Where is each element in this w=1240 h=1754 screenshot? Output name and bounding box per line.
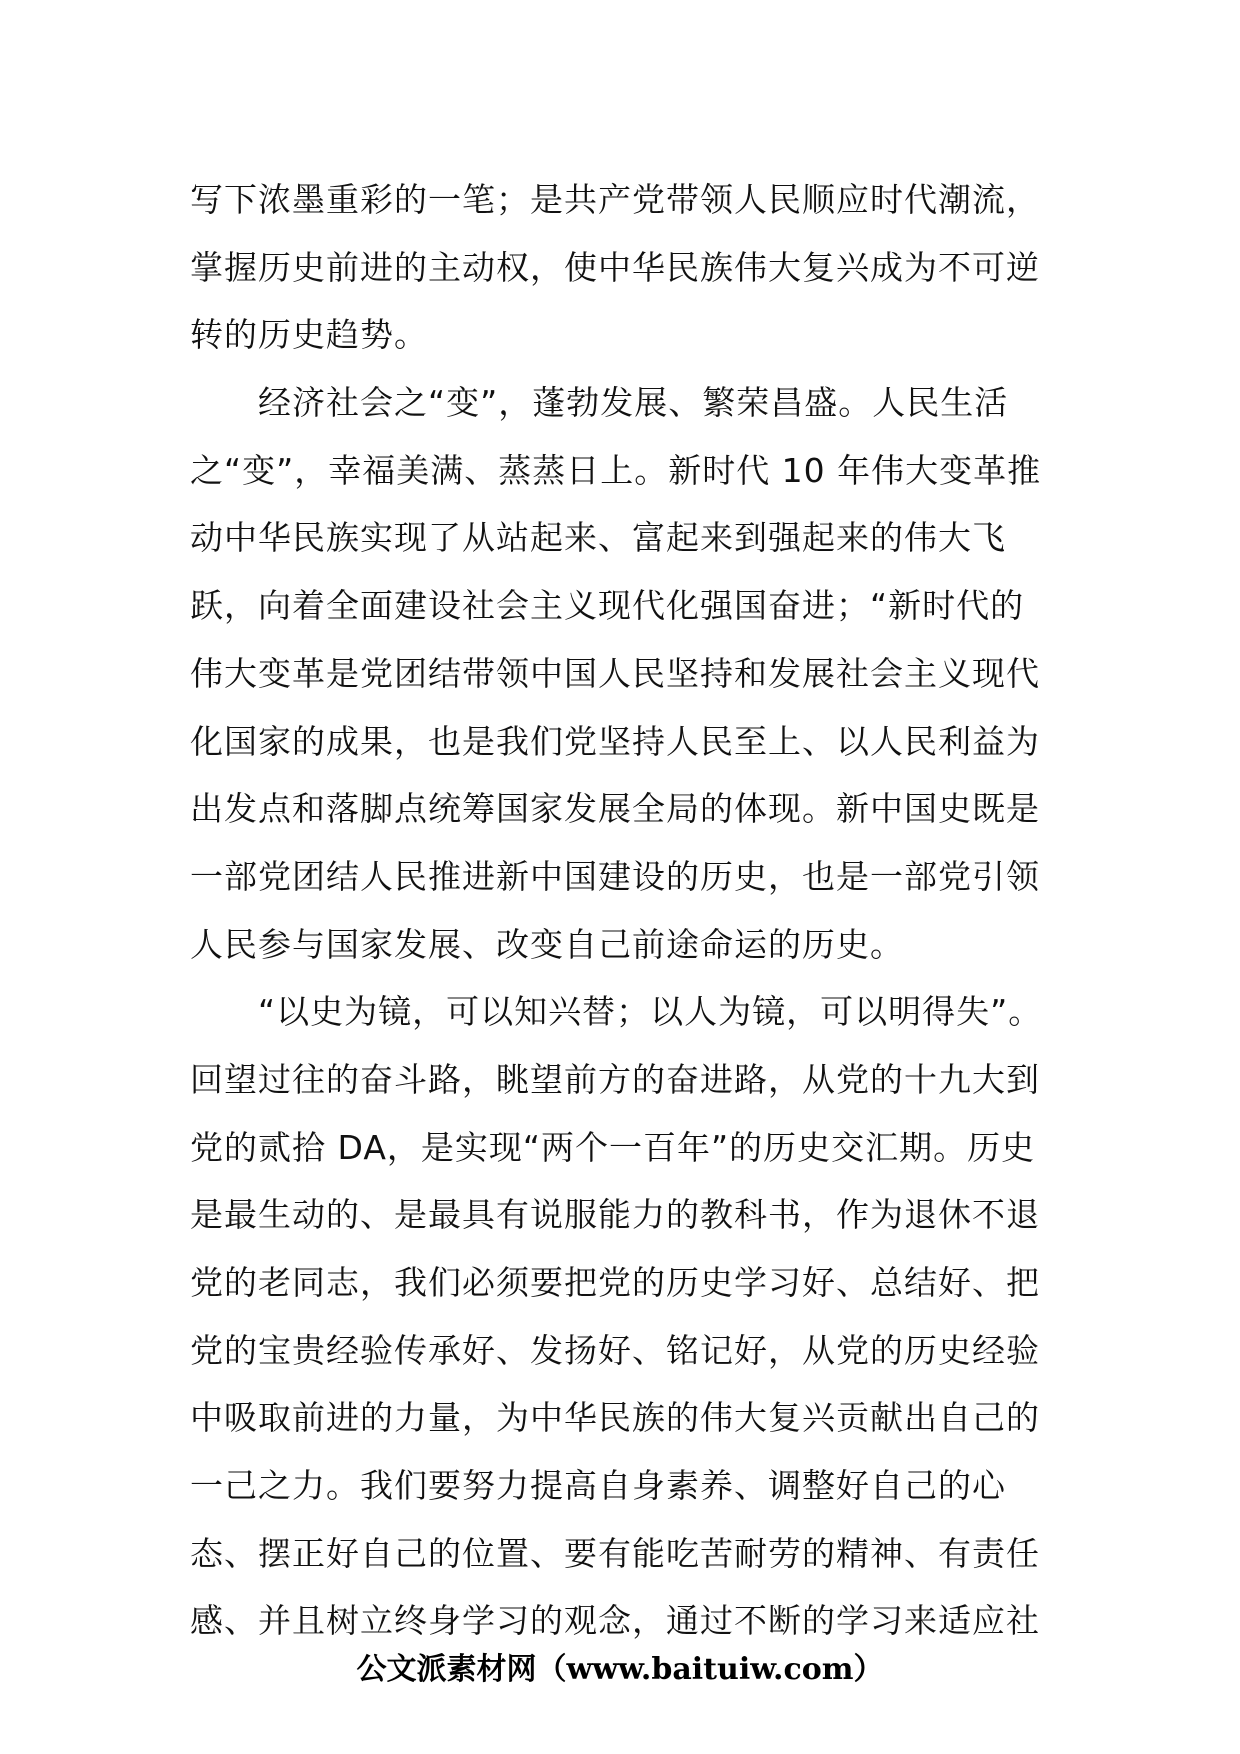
text-line: 伟大变革是党团结带领中国人民坚持和发展社会主义现代 [190, 653, 1040, 693]
text-line: 人民参与国家发展、改变自己前途命运的历史。 [190, 924, 904, 964]
text-line: 一己之力。我们要努力提高自身素养、调整好自己的心 [190, 1466, 1006, 1506]
text-line: 党的贰拾 DA，是实现“两个一百年”的历史交汇期。历史 [190, 1127, 1036, 1167]
text-line: 之“变”，幸福美满、蒸蒸日上。新时代 10 年伟大变革推 [190, 450, 1042, 490]
text-line: 跃，向着全面建设社会主义现代化强国奋进；“新时代的 [190, 586, 1025, 626]
document-body [190, 166, 1060, 1655]
text-line: “以史为镜，可以知兴替；以人为镜，可以明得失”。 [190, 992, 1043, 1032]
text-line: 回望过往的奋斗路，眺望前方的奋进路，从党的十九大到 [190, 1059, 1040, 1099]
text-line: 一部党团结人民推进新中国建设的历史，也是一部党引领 [190, 856, 1040, 896]
text-line: 感、并且树立终身学习的观念，通过不断的学习来适应社 [190, 1601, 1040, 1641]
text-line: 出发点和落脚点统筹国家发展全局的体现。新中国史既是 [190, 789, 1040, 829]
text-line: 写下浓墨重彩的一笔；是共产党带领人民顺应时代潮流， [190, 180, 1040, 219]
text-line: 动中华民族实现了从站起来、富起来到强起来的伟大飞 [190, 518, 1006, 558]
text-line: 掌握历史前进的主动权，使中华民族伟大复兴成为不可逆 [190, 247, 1040, 287]
text-line: 是最生动的、是最具有说服能力的教科书，作为退休不退 [190, 1195, 1040, 1235]
text-line: 态、摆正好自己的位置、要有能吃苦耐劳的精神、有责任 [190, 1533, 1040, 1573]
text-line: 经济社会之“变”，蓬勃发展、繁荣昌盛。人民生活 [190, 383, 1009, 423]
footer-source: 公文派素材网（www.baituiw.com） [356, 1652, 884, 1687]
text-line: 中吸取前进的力量，为中华民族的伟大复兴贡献出自己的 [190, 1398, 1040, 1438]
text-line: 化国家的成果，也是我们党坚持人民至上、以人民利益为 [190, 721, 1040, 761]
text-line: 转的历史趋势。 [190, 315, 428, 355]
text-line: 党的老同志，我们必须要把党的历史学习好、总结好、把 [190, 1263, 1040, 1302]
text-line: 党的宝贵经验传承好、发扬好、铭记好，从党的历史经验 [190, 1330, 1040, 1370]
